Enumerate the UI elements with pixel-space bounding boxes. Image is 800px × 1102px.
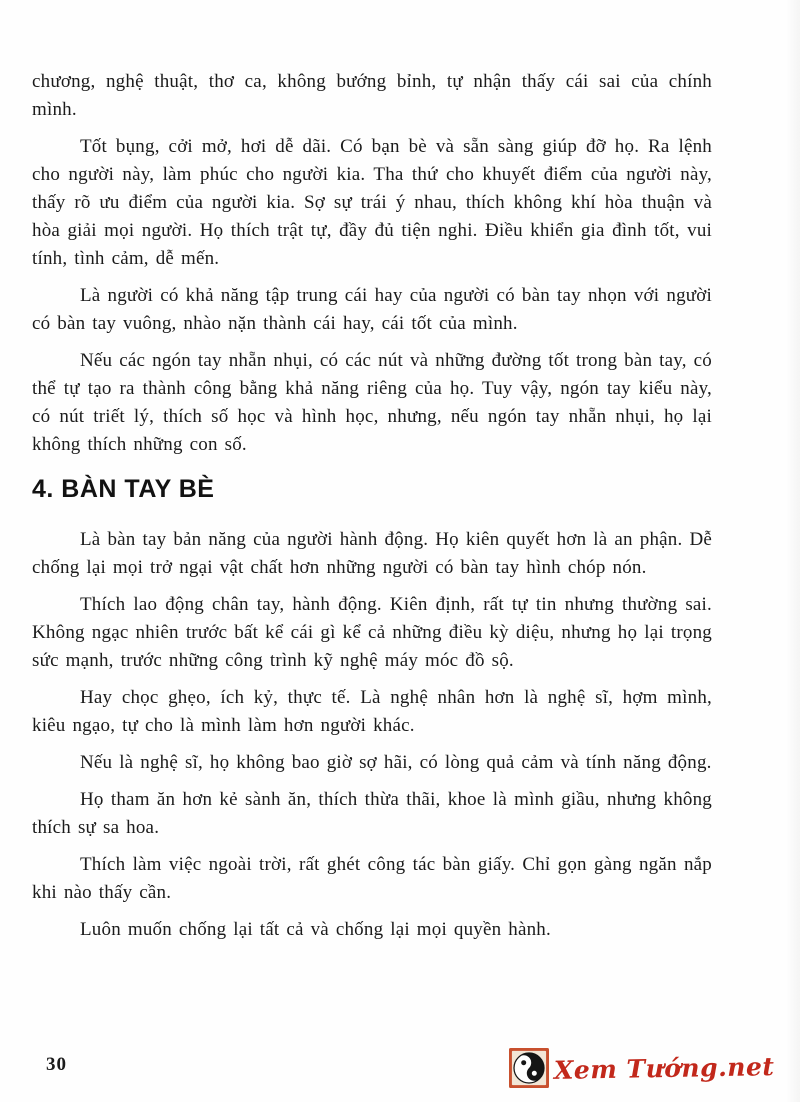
paragraph: Nếu các ngón tay nhẵn nhụi, có các nút và những đường tốt trong bàn tay, có thể tự tạo ra thành công bằng khả năng riêng của họ. Tuy vậy, ngón tay kiểu này, có nút triết lý, thích số học và hình học, nhưng, nếu ngón tay nhẵn nhụi, họ lại không thích những con số. (32, 350, 712, 455)
page-number: 30 (46, 1054, 67, 1075)
paragraph: Thích làm việc ngoài trời, rất ghét công tác bàn giấy. Chỉ gọn gàng ngăn nắp khi nào thấy cần. (32, 854, 712, 903)
paragraph: Nếu là nghệ sĩ, họ không bao giờ sợ hãi, có lòng quả cảm và tính năng động. (80, 752, 712, 773)
paragraph: Tốt bụng, cởi mở, hơi dễ dãi. Có bạn bè và sẵn sàng giúp đỡ họ. Ra lệnh cho người này, làm phúc cho người kia. Tha thứ cho khuyết điểm của người này, thấy rõ ưu điểm của người kia. Sợ sự trái ý nhau, thích không khí hòa thuận và hòa giải mọi người. Họ thích trật tự, đầy đủ tiện nghi. Điều khiển gia đình tốt, vui tính, tình cảm, dễ mến. (32, 136, 712, 269)
paragraph: chương, nghệ thuật, thơ ca, không bướng bỉnh, tự nhận thấy cái sai của chính mình. (32, 71, 712, 120)
section-heading: 4. BÀN TAY BÈ (32, 475, 215, 503)
watermark (509, 1048, 774, 1088)
paragraph: Là bàn tay bản năng của người hành động. Họ kiên quyết hơn là an phận. Dễ chống lại mọi trở ngại vật chất hơn những người có bàn tay hình chóp nón. (32, 529, 712, 578)
paragraph: Là người có khả năng tập trung cái hay của người có bàn tay nhọn với người có bàn tay vuông, nhào nặn thành cái hay, cái tốt của mình. (32, 285, 712, 334)
yin-yang-icon (509, 1048, 549, 1088)
paragraph: Luôn muốn chống lại tất cả và chống lại mọi quyền hành. (80, 919, 551, 940)
scan-edge-shading (786, 0, 800, 1102)
watermark-text: Xem Tướng.net (553, 1051, 775, 1085)
page-body (32, 68, 712, 953)
paragraph: Họ tham ăn hơn kẻ sành ăn, thích thừa thãi, khoe là mình giầu, nhưng không thích sự sa hoa. (32, 789, 712, 838)
paragraph: Hay chọc ghẹo, ích kỷ, thực tế. Là nghệ nhân hơn là nghệ sĩ, hợm mình, kiêu ngạo, tự cho là mình làm hơn người khác. (32, 687, 712, 736)
paragraph: Thích lao động chân tay, hành động. Kiên định, rất tự tin nhưng thường sai. Không ngạc nhiên trước bất kể cái gì kể cả những điều kỳ diệu, nhưng họ lại trọng sức mạnh, trước những công trình kỹ nghệ máy móc đồ sộ. (32, 594, 712, 671)
